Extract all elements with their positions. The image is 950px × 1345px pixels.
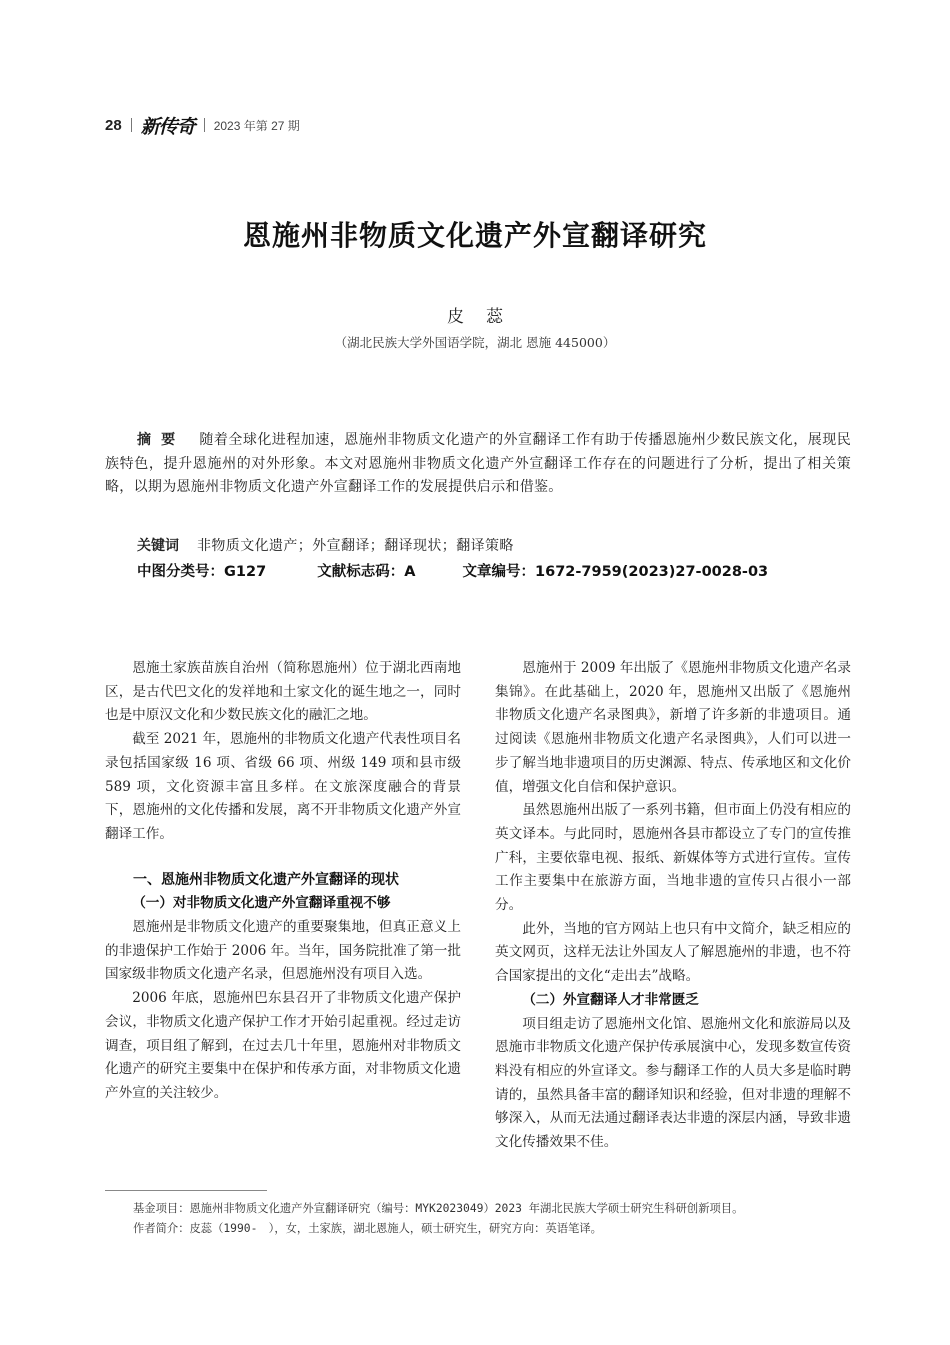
paragraph: 恩施州于 2009 年出版了《恩施州非物质文化遗产名录集锦》。在此基础上，2020 年，恩施州又出版了《恩施州非物质文化遗产名录图典》，新增了许多新的非遗项目。通过阅读《恩施州非物质文化遗产名录图典》，人们可以进一步了解当地非遗项目的历史渊源、特点、传承地区和文化价值，增强文化自信和保护意识。 [495,660,851,795]
paragraph: 项目组走访了恩施州文化馆、恩施州文化和旅游局以及恩施市非物质文化遗产保护传承展演中心，发现多数宣传资料没有相应的外宣译文。参与翻译工作的人员大多是临时聘请的，虽然具备丰富的翻译知识和经验，但对非遗的理解不够深入，从而无法通过翻译表达非遗的深层内涵，导致非遗文化传播效果不佳。 [495,1015,851,1151]
body-column-right [495,657,851,1155]
author-bio-note: 作者简介：皮蕊（1990- ），女，土家族，湖北恩施人，硕士研究生，研究方向：英语笔译。 [133,1222,602,1235]
funding-note: 基金项目：恩施州非物质文化遗产外宣翻译研究（编号：MYK2023049）2023 年湖北民族大学硕士研究生科研创新项目。 [133,1202,744,1215]
body-column-left [105,657,461,1106]
header-divider [131,118,132,132]
keywords-label: 关键词 [137,538,179,554]
journal-logo: 新传奇 [140,115,195,138]
abstract [105,429,851,500]
footnotes [133,1199,743,1239]
abstract-label: 摘要 [137,432,186,448]
abstract-text: 随着全球化进程加速，恩施州非物质文化遗产的外宣翻译工作有助于传播恩施州少数民族文化，展现民族特色，提升恩施州的对外形象。本文对恩施州非物质文化遗产外宣翻译工作存在的问题进行了分析，提出了相关策略，以期为恩施州非物质文化遗产外宣翻译工作的发展提供启示和借鉴。 [105,432,852,495]
paragraph: 恩施州是非物质文化遗产的重要聚集地，但真正意义上的非遗保护工作始于 2006 年。当年，国务院批准了第一批国家级非物质文化遗产名录，但恩施州没有项目入选。 [105,919,461,983]
page-number: 28 [105,116,122,134]
keywords-text: 非物质文化遗产；外宣翻译；翻译现状；翻译策略 [197,538,514,554]
article-title: 恩施州非物质文化遗产外宣翻译研究 [242,219,707,252]
clc-number: 中图分类号：G127 [137,564,267,580]
author-name: 皮蕊 [447,307,525,327]
paragraph: 恩施土家族苗族自治州（简称恩施州）位于湖北西南地区，是古代巴文化的发祥地和土家文化的诞生地之一，同时也是中原汉文化和少数民族文化的融汇之地。 [105,660,461,724]
header-divider [204,118,205,132]
paragraph: 此外，当地的官方网站上也只有中文简介，缺乏相应的英文网页，这样无法让外国友人了解恩施州的非遗，也不符合国家提出的文化“走出去”战略。 [495,920,851,985]
classification-line [137,560,768,581]
subsection-heading: （一）对非物质文化遗产外宣翻译重视不够 [132,895,391,912]
subsection-heading: （二）外宣翻译人才非常匮乏 [522,991,699,1008]
paragraph: 2006 年底，恩施州巴东县召开了非物质文化遗产保护会议，非物质文化遗产保护工作才开始引起重视。经过走访调查，项目组了解到，在过去几十年里，恩施州对非物质文化遗产的研究主要集中在保护和传承方面，对非物质文化遗产外宣的关注较少。 [105,990,461,1101]
section-heading: 一、恩施州非物质文化遗产外宣翻译的现状 [133,871,399,888]
keywords [137,535,514,555]
paragraph: 截至 2021 年，恩施州的非物质文化遗产代表性项目名录包括国家级 16 项、省级 66 项、州级 149 项和县市级 589 项，文化资源丰富且多样。在文旅深度融合的背景下，恩施州的文化传播和发展，离不开非物质文化遗产外宣翻译工作。 [105,731,461,842]
author-affiliation: （湖北民族大学外国语学院，湖北 恩施 445000） [334,335,616,350]
article-number: 文章编号：1672-7959(2023)27-0028-03 [462,564,769,580]
paragraph: 虽然恩施州出版了一系列书籍，但市面上仍没有相应的英文译本。与此同时，恩施州各县市都设立了专门的宣传推广科，主要依靠电视、报纸、新媒体等方式进行宣传。宣传工作主要集中在旅游方面，当地非遗的宣传只占很小一部分。 [495,802,851,914]
footnote-divider [105,1190,267,1191]
issue-label: 2023 年第 27 期 [213,118,300,133]
document-code: 文献标志码：A [317,564,416,580]
running-header [105,114,300,136]
